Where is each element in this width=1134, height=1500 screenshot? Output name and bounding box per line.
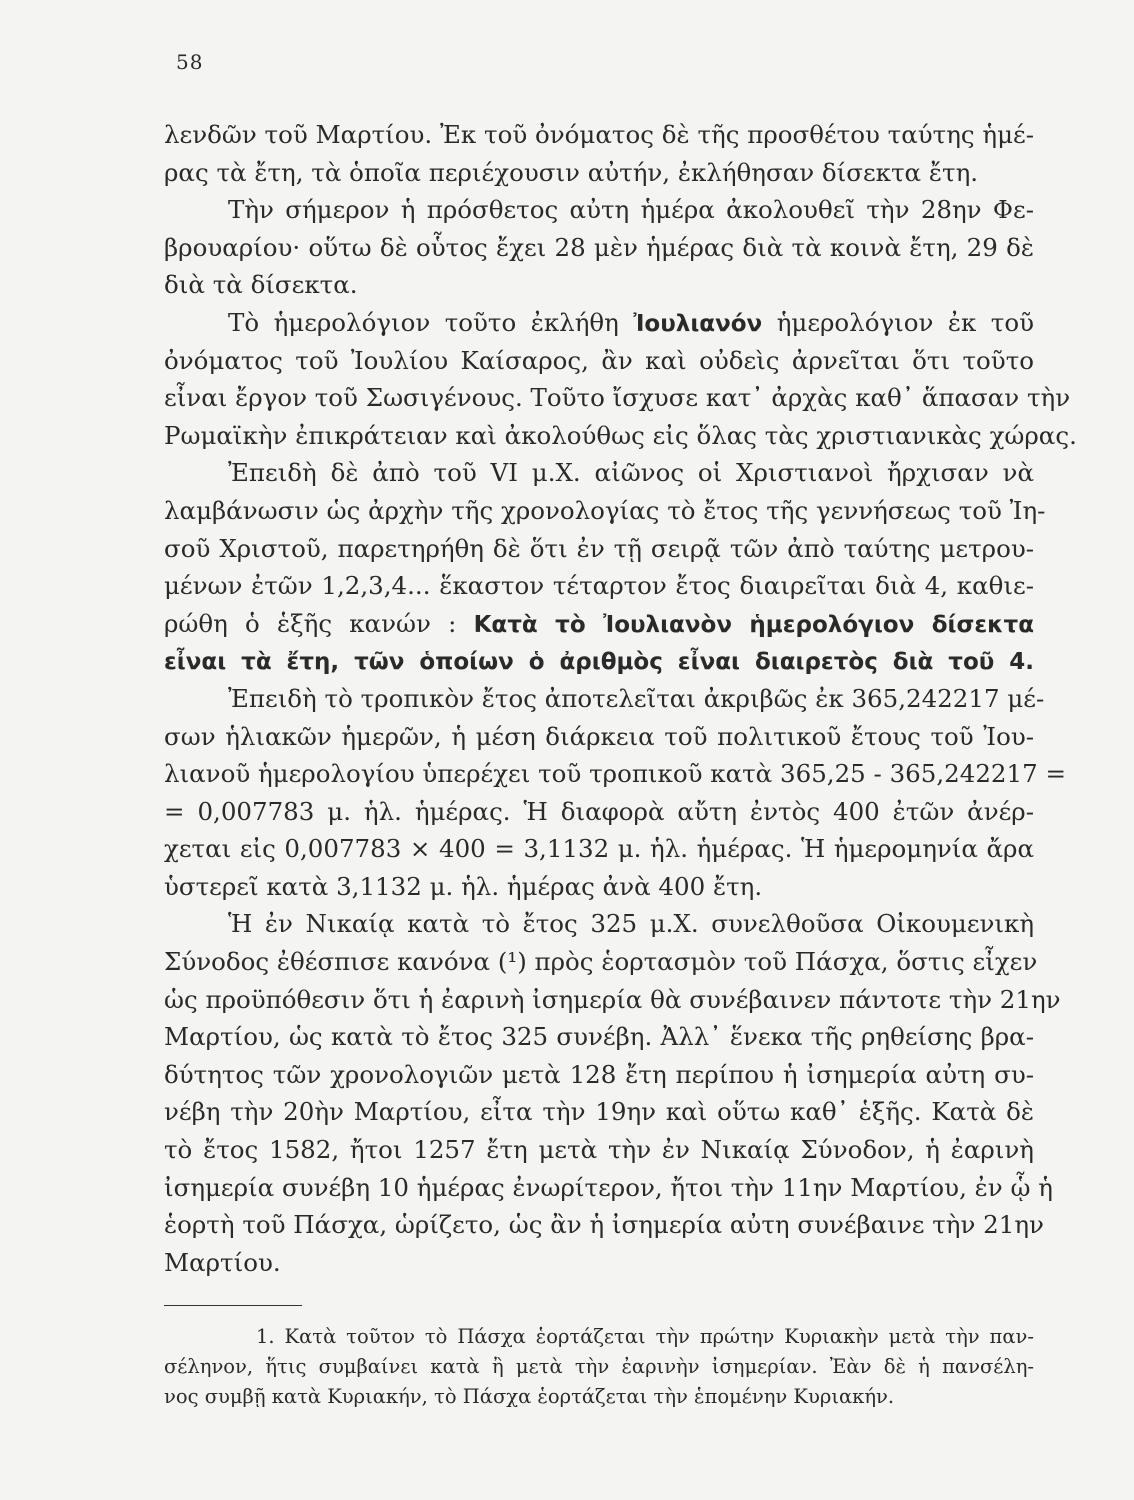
footnote-line: σέληνον, ἥτις συμβαίνει κατὰ ἢ μετὰ τὴν ἐαρινὴν ἰσημερίαν. Ἐὰν δὲ ἡ πανσέλη- [164, 1355, 1034, 1378]
body-line: ρας τὰ ἔτη, τὰ ὁποῖα περιέχουσιν αὐτήν, ἐκλήθησαν δίσεκτα ἔτη. [164, 157, 979, 187]
body-line: λαμβάνωσιν ὡς ἀρχὴν τῆς χρονολογίας τὸ ἔτος τῆς γεννήσεως τοῦ Ἰη- [164, 495, 1046, 525]
body-line: σων ἡλιακῶν ἡμερῶν, ἡ μέση διάρκεια τοῦ πολιτικοῦ ἔτους τοῦ Ἰου- [164, 721, 1034, 751]
body-line: Σύνοδος ἐθέσπισε κανόνα (¹) πρὸς ἑορτασμὸν τοῦ Πάσχα, ὅστις εἶχεν [164, 947, 1038, 977]
body-line: εἶναι ἔργον τοῦ Σωσιγένους. Τοῦτο ἴσχυσε κατ᾽ ἀρχὰς καθ᾽ ἅπασαν τὴν [164, 383, 1071, 413]
text-run: ἡμερολόγιον ἐκ τοῦ [762, 307, 1034, 337]
body-line: διὰ τὰ δίσεκτα. [164, 270, 358, 300]
body-line: Μαρτίου, ὡς κατὰ τὸ ἔτος 325 συνέβη. Ἀλλ᾽ ἕνεκα τῆς ρηθείσης βρα- [164, 1022, 1034, 1052]
body-line: δύτητος τῶν χρονολογιῶν μετὰ 128 ἔτη περίπου ἡ ἰσημερία αὐτη συ- [164, 1059, 1034, 1089]
emphasized-text: Ἰουλιανόν [633, 310, 763, 337]
text-run: ρώθη ὁ ἑξῆς κανών : [164, 608, 474, 638]
emphasized-text: Κατὰ τὸ Ἰουλιανὸν ἡμερολόγιον δίσεκτα [473, 611, 1034, 638]
body-line: Ἐπειδὴ δὲ ἀπὸ τοῦ VI μ.Χ. αἰῶνος οἱ Χριστιανοὶ ἤρχισαν νὰ [228, 458, 1034, 488]
body-text [164, 116, 1077, 1281]
body-line: λιανοῦ ἡμερολογίου ὑπερέχει τοῦ τροπικοῦ κατὰ 365,25 - 365,242217 = [164, 759, 1066, 789]
body-line: Τὴν σήμερον ἡ πρόσθετος αὐτη ἡμέρα ἀκολουθεῖ τὴν 28ην Φε- [228, 195, 1034, 225]
body-line: Μαρτίου. [164, 1247, 281, 1277]
body-line: σοῦ Χριστοῦ, παρετηρήθη δὲ ὅτι ἐν τῇ σειρᾷ τῶν ἀπὸ ταύτης μετρου- [164, 533, 1034, 563]
body-line: ἑορτὴ τοῦ Πάσχα, ὡρίζετο, ὡς ἂν ἡ ἰσημερία αὐτη συνέβαινε τὴν 21ην [164, 1210, 1044, 1240]
footnote [164, 1322, 1034, 1412]
body-line: ἰσημερία συνέβη 10 ἡμέρας ἐνωρίτερον, ἤτοι τὴν 11ην Μαρτίου, ἐν ᾧ ἡ [164, 1172, 1053, 1202]
body-line: ὀνόματος τοῦ Ἰουλίου Καίσαρος, ἂν καὶ οὐδεὶς ἀρνεῖται ὅτι τοῦτο [164, 345, 1034, 375]
footnote-line: νος συμβῇ κατὰ Κυριακήν, τὸ Πάσχα ἑορτάζεται τὴν ἑπομένην Κυριακήν. [164, 1385, 895, 1408]
body-line: μένων ἐτῶν 1,2,3,4... ἕκαστον τέταρτον ἔτος διαιρεῖται διὰ 4, καθιε- [164, 571, 1034, 601]
body-line: ὡς προϋπόθεσιν ὅτι ἡ ἐαρινὴ ἰσημερία θὰ συνέβαινεν πάντοτε τὴν 21ην [164, 984, 1061, 1014]
body-line: ὑστερεῖ κατὰ 3,1132 μ. ἡλ. ἡμέρας ἀνὰ 400 ἔτη. [164, 871, 763, 901]
body-line: τὸ ἔτος 1582, ἤτοι 1257 ἔτη μετὰ τὴν ἐν Νικαίᾳ Σύνοδον, ἡ ἐαρινὴ [164, 1135, 1034, 1165]
emphasized-text: εἶναι τὰ ἔτη, τῶν ὁποίων ὁ ἀριθμὸς εἶναι διαιρετὸς διὰ τοῦ 4. [164, 649, 1034, 676]
body-line: Ἐπειδὴ τὸ τροπικὸν ἔτος ἀποτελεῖται ἀκριβῶς ἐκ 365,242217 μέ- [228, 683, 1045, 713]
body-line: Ἡ ἐν Νικαίᾳ κατὰ τὸ ἔτος 325 μ.Χ. συνελθοῦσα Οἰκουμενικὴ [228, 909, 1034, 939]
body-line: βρουαρίου· οὕτω δὲ οὗτος ἔχει 28 μὲν ἡμέρας διὰ τὰ κοινὰ ἔτη, 29 δὲ [164, 232, 1034, 262]
page-number: 58 [176, 50, 204, 74]
body-line: Ρωμαϊκὴν ἐπικράτειαν καὶ ἀκολούθως εἰς ὅλας τὰς χριστιανικὰς χώρας. [164, 420, 1077, 450]
body-line [164, 304, 1034, 342]
footnote-separator [164, 1305, 302, 1306]
body-line: λενδῶν τοῦ Μαρτίου. Ἐκ τοῦ ὀνόματος δὲ τῆς προσθέτου ταύτης ἡμέ- [164, 120, 1034, 149]
body-line: = 0,007783 μ. ἡλ. ἡμέρας. Ἡ διαφορὰ αὔτη ἐντὸς 400 ἐτῶν ἀνέρ- [164, 796, 1034, 826]
footnote-line: 1. Κατὰ τοῦτον τὸ Πάσχα ἑορτάζεται τὴν πρώτην Κυριακὴν μετὰ τὴν παν- [256, 1325, 1034, 1348]
body-line [164, 642, 1034, 680]
body-line: νέβη τὴν 20ὴν Μαρτίου, εἶτα τὴν 19ην καὶ οὕτω καθ᾽ ἑξῆς. Κατὰ δὲ [164, 1097, 1034, 1127]
body-line: χεται εἰς 0,007783 × 400 = 3,1132 μ. ἡλ. ἡμέρας. Ἡ ἡμερομηνία ἄρα [164, 834, 1034, 864]
text-run: Τὸ ἡμερολόγιον τοῦτο ἐκλήθη [228, 307, 634, 337]
body-line [164, 605, 1034, 643]
